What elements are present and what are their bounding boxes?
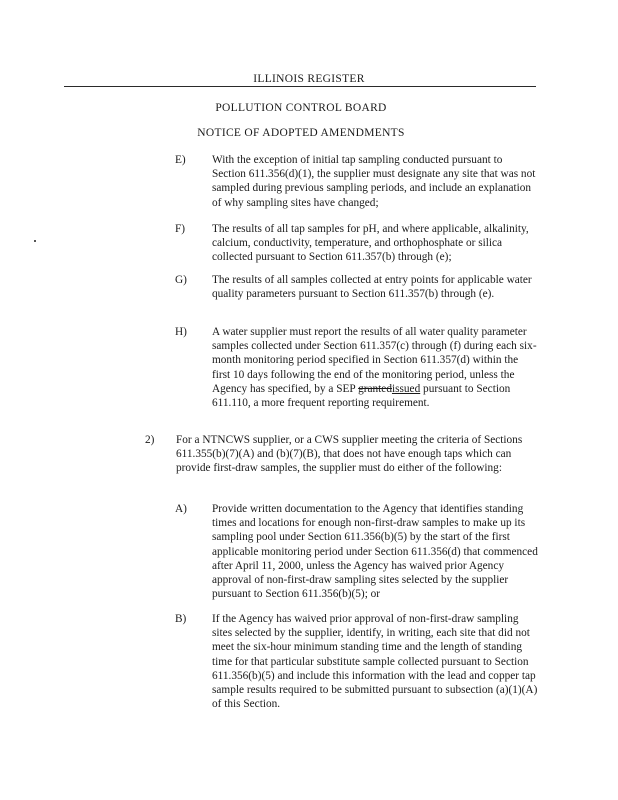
board-name: POLLUTION CONTROL BOARD (215, 102, 387, 114)
item-e-text: With the exception of initial tap sampling conducted pursuant to Section 611.356(d)(1), the supplier must designate any site that was not sampled during previous sampling periods, and include an explanation of why sampling sites have changed; (212, 154, 536, 209)
item-2-label: 2) (145, 434, 155, 446)
item-a-label: A) (175, 503, 187, 515)
item-f-label: F) (175, 223, 186, 235)
item-b-label: B) (175, 613, 187, 625)
struck-word: granted (358, 382, 392, 395)
item-h-label: H) (175, 326, 187, 338)
scan-speck (34, 240, 36, 242)
item-2-text: For a NTNCWS supplier, or a CWS supplier meeting the criteria of Sections 611.355(b)(7)(A) and (b)(7)(B), that does not have enough taps which can provide first-draw samples, the supplier must do either of the following: (176, 434, 523, 475)
item-b-text: If the Agency has waived prior approval of non-first-draw sampling sites selected by the supplier, identify, in writing, each site that did not meet the six-hour minimum standing time and the length of standing time for that particular substitute sample collected pursuant to Section 611.356(b)(5) and include this information with the lead and copper tap sample results required to be submitted pursuant to subsection (a)(1)(A) of this Section. (212, 613, 538, 711)
notice-title: NOTICE OF ADOPTED AMENDMENTS (197, 127, 405, 139)
register-header: ILLINOIS REGISTER (253, 73, 365, 85)
item-h-text-before: A water supplier must report the results of all water quality parameter samples collected under Section 611.357(c) through (f) during each six-month monitoring period specified in Section 611.357(d) within the first 10 days following the end of the monitoring period, unless the Agency has specified, by a SEP (212, 326, 537, 395)
item-h-text (212, 325, 538, 410)
item-g-text: The results of all samples collected at entry points for applicable water quality parameters pursuant to Section 611.357(b) through (e). (212, 274, 532, 301)
item-f-text: The results of all tap samples for pH, and where applicable, alkalinity, calcium, conductivity, temperature, and orthophosphate or silica collected pursuant to Section 611.357(b) through (e); (212, 223, 529, 264)
item-e-label: E) (175, 154, 186, 166)
item-h-text-after: pursuant to Section 611.110, a more frequent reporting requirement. (212, 382, 511, 410)
header-rule (64, 86, 536, 87)
inserted-word: issued (391, 382, 421, 395)
item-a-text: Provide written documentation to the Agency that identifies standing times and locations for enough non-first-draw samples to make up its sampling pool under Section 611.356(b)(5) by the start of the first applicable monitoring period under Section 611.356(d) that commenced after April 11, 2000, unless the Agency has waived prior Agency approval of non-first-draw sampling sites selected by the supplier pursuant to Section 611.356(b)(5); or (212, 503, 538, 601)
item-g-label: G) (175, 274, 187, 286)
